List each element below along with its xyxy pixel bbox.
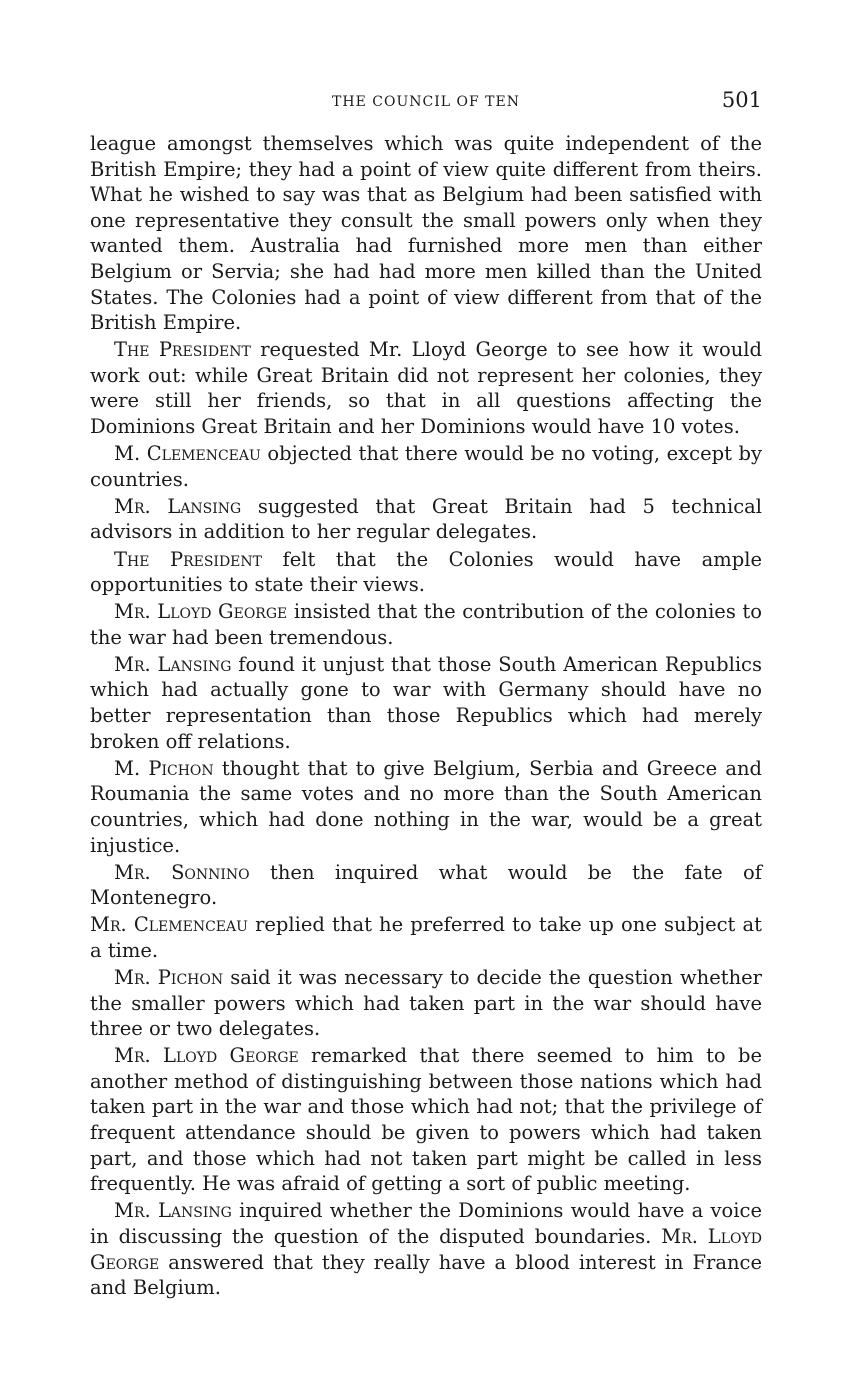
speaker-name: Mr. Lansing <box>114 652 232 676</box>
paragraph <box>90 965 762 1042</box>
speaker-name: The President <box>114 547 262 571</box>
speaker-name: Mr. Sonnino <box>114 860 250 884</box>
paragraph-text: answered that they really have a blood interest in France and Belgium. <box>90 1250 762 1300</box>
paragraph <box>90 131 762 336</box>
paragraph-text: suggested that Great Britain had 5 technical advisors in addition to her regular delegates. <box>90 494 762 544</box>
paragraph-text: found it unjust that those South American Republics which had actually gone to war with Germany should have no better representation than those Republics which had merely broken off relations. <box>90 652 762 753</box>
paragraph <box>90 337 762 439</box>
paragraph-text: replied that he preferred to take up one subject at a time. <box>90 913 762 962</box>
paragraph-text: thought that to give Belgium, Serbia and Greece and Roumania the same votes and no more than the South American countries, which had done nothing in the war, would be a great injustice. <box>90 756 762 857</box>
paragraph-text: requested Mr. Lloyd George to see how it would work out: while Great Britain did not represent her colonies, they were still her friends, so that in all questions affecting the Dominions Great Britain and her Dominions would have 10 votes. <box>90 338 762 439</box>
paragraph-text: remarked that there seemed to him to be another method of distinguishing between those nations which had taken part in the war and those which had not; that the privilege of frequent attendance should be given to powers which had taken part, and those which had not taken part might be called in less frequently. He was afraid of getting a sort of public meeting. <box>90 1044 762 1196</box>
paragraph-text: inquired whether the Dominions would have a voice in discussing the question of the disputed boundaries. <box>90 1199 762 1248</box>
paragraph <box>90 652 762 754</box>
paragraph-text: felt that the Colonies would have ample opportunities to state their views. <box>90 547 762 597</box>
paragraph <box>90 1198 762 1300</box>
paragraph <box>90 494 762 545</box>
page-number: 501 <box>721 88 762 112</box>
paragraph-text: league amongst themselves which was quite independent of the British Empire; they had a point of view quite different from theirs. What he wished to say was that as Belgium had been satisfied with one representative they consult the small powers only when they wanted them. Australia had furnished more men than either Belgium or Servia; she had had more men killed than the United States. The Colonies had a point of view different from that of the British Empire. <box>90 132 762 335</box>
speaker-name: M. Pichon <box>114 756 214 780</box>
speaker-name: Mr. Pichon <box>114 966 224 989</box>
speaker-name: M. Clemenceau <box>114 442 261 466</box>
paragraph <box>90 599 762 650</box>
speaker-name: Mr. Lloyd George <box>114 1044 299 1068</box>
speaker-name: Mr. Lansing <box>114 494 242 518</box>
speaker-name: The President <box>114 338 251 362</box>
speaker-name: Mr. Clemenceau <box>90 913 248 937</box>
paragraph <box>90 912 762 963</box>
paragraph <box>90 860 762 911</box>
paragraph-text: then inquired what would be the fate of Montenegro. <box>90 860 763 910</box>
running-title: THE COUNCIL OF TEN <box>332 94 520 110</box>
paragraph <box>90 1043 762 1197</box>
paragraph-text: insisted that the contribution of the colonies to the war had been tremendous. <box>90 600 763 649</box>
paragraph-text: said it was necessary to decide the question whether the smaller powers which had taken part in the war should have three or two delegates. <box>90 966 762 1041</box>
speaker-name: Mr. Lloyd George <box>90 1224 762 1274</box>
paragraph <box>90 547 762 598</box>
paragraph-text: objected that there would be no voting, except by countries. <box>90 442 762 491</box>
speaker-name: Mr. Lloyd George <box>114 600 288 624</box>
page-header <box>90 88 762 118</box>
paragraph <box>90 441 762 492</box>
paragraph <box>90 756 762 858</box>
speaker-name: Mr. Lansing <box>114 1199 232 1223</box>
body-text <box>90 131 762 1302</box>
